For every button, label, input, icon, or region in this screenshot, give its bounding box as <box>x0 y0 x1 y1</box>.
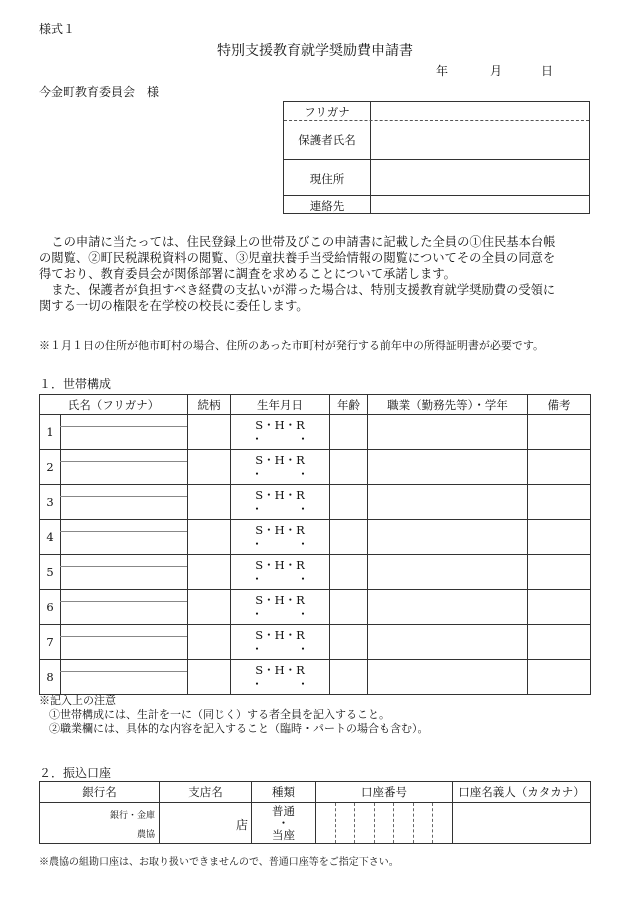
type-current: 当座 <box>272 828 295 842</box>
contact-field[interactable] <box>371 196 590 214</box>
bank-note: ※農協の組勘口座は、お取り扱いできませんので、普通口座等をご指定下さい。 <box>39 857 399 868</box>
digit-box[interactable] <box>414 803 434 843</box>
address-label: 現住所 <box>309 172 345 186</box>
header-bank-name: 銀行名 <box>40 782 160 803</box>
furigana-field[interactable] <box>371 102 590 120</box>
header-account-type: 種類 <box>252 782 316 803</box>
account-number-field[interactable] <box>316 803 453 844</box>
guardian-name-field[interactable] <box>371 121 590 159</box>
occupation-cell[interactable] <box>368 555 528 590</box>
occupation-cell[interactable] <box>368 590 528 625</box>
relation-cell[interactable] <box>188 660 231 695</box>
page-title: 特別支援教育就学奨励費申請書 <box>217 43 413 59</box>
occupation-cell[interactable] <box>368 485 528 520</box>
date-dots: ・ ・ <box>251 642 309 656</box>
account-holder-field[interactable] <box>453 803 591 844</box>
name-cell[interactable] <box>40 520 188 555</box>
date-day: 日 <box>541 64 554 78</box>
age-cell[interactable] <box>330 660 368 695</box>
age-cell[interactable] <box>330 520 368 555</box>
consent-text <box>39 234 595 314</box>
table-row <box>40 625 591 660</box>
dob-cell[interactable] <box>231 660 330 695</box>
relation-cell[interactable] <box>188 450 231 485</box>
dob-cell[interactable] <box>231 485 330 520</box>
household-table <box>39 394 591 695</box>
remarks-cell[interactable] <box>528 625 591 660</box>
contact-label: 連絡先 <box>309 199 345 213</box>
type-ordinary: 普通 <box>272 804 295 818</box>
dob-cell[interactable] <box>231 625 330 660</box>
remarks-cell[interactable] <box>528 555 591 590</box>
era-options: S・H・R <box>255 523 305 537</box>
furigana-subfield[interactable] <box>60 660 187 672</box>
table-row <box>40 520 591 555</box>
name-cell[interactable] <box>40 625 188 660</box>
remarks-cell[interactable] <box>528 450 591 485</box>
branch-suffix: 店 <box>235 818 248 832</box>
table-row <box>40 590 591 625</box>
relation-cell[interactable] <box>188 520 231 555</box>
digit-box[interactable] <box>355 803 375 843</box>
relation-cell[interactable] <box>188 415 231 450</box>
date-year: 年 <box>436 64 449 78</box>
header-occupation: 職業（勤務先等）・学年 <box>368 395 528 415</box>
furigana-subfield[interactable] <box>60 555 187 567</box>
digit-box[interactable] <box>394 803 414 843</box>
header-dob: 生年月日 <box>231 395 330 415</box>
era-options: S・H・R <box>255 418 305 432</box>
table-row <box>40 415 591 450</box>
date-dots: ・ ・ <box>251 677 309 691</box>
note-1: ①世帯構成には、生計を一に（同じく）する者全員を記入すること。 <box>49 708 390 721</box>
date-month: 月 <box>490 64 503 78</box>
row-number: 5 <box>40 555 61 589</box>
furigana-subfield[interactable] <box>60 485 187 497</box>
consent-line: この申請に当たっては、住民登録上の世帯及びこの申請書に記載した全員の①住民基本台帳 <box>39 235 556 249</box>
form-number: 様式１ <box>39 22 76 36</box>
header-relation: 続柄 <box>188 395 231 415</box>
table-row <box>40 485 591 520</box>
table-row <box>40 555 591 590</box>
era-options: S・H・R <box>255 453 305 467</box>
furigana-label: フリガナ <box>304 105 350 119</box>
account-digit-boxes <box>316 803 452 843</box>
age-cell[interactable] <box>330 485 368 520</box>
relation-cell[interactable] <box>188 625 231 660</box>
remarks-cell[interactable] <box>528 415 591 450</box>
row-number: 4 <box>40 520 61 554</box>
income-note: ※１月１日の住所が他市町村の場合、住所のあった市町村が発行する前年中の所得証明書が必要です。 <box>39 339 545 352</box>
table-row <box>40 660 591 695</box>
occupation-cell[interactable] <box>368 415 528 450</box>
furigana-subfield[interactable] <box>60 625 187 637</box>
bank-account-table <box>39 781 591 844</box>
era-options: S・H・R <box>255 628 305 642</box>
name-cell[interactable] <box>40 450 188 485</box>
era-options: S・H・R <box>255 558 305 572</box>
digit-box[interactable] <box>336 803 356 843</box>
row-number: 3 <box>40 485 61 519</box>
note-2: ②職業欄には、具体的な内容を記入すること（臨時・パートの場合も含む）。 <box>49 722 429 735</box>
header-account-number: 口座番号 <box>316 782 453 803</box>
digit-box[interactable] <box>316 803 336 843</box>
age-cell[interactable] <box>330 450 368 485</box>
table-row <box>40 450 591 485</box>
notes-title: ※記入上の注意 <box>39 694 116 707</box>
remarks-cell[interactable] <box>528 660 591 695</box>
row-number: 2 <box>40 450 61 484</box>
bank-input-row <box>40 803 591 844</box>
applicant-box <box>283 101 590 214</box>
entry-notes <box>39 694 429 736</box>
bank-name-field[interactable] <box>40 803 160 844</box>
addressee: 今金町教育委員会 様 <box>39 85 160 99</box>
relation-cell[interactable] <box>188 555 231 590</box>
date-dots: ・ ・ <box>251 607 309 621</box>
occupation-cell[interactable] <box>368 660 528 695</box>
account-type-field[interactable] <box>252 803 316 844</box>
remarks-cell[interactable] <box>528 590 591 625</box>
date-dots: ・ ・ <box>251 572 309 586</box>
bank-header-row <box>40 782 591 803</box>
name-cell[interactable] <box>40 555 188 590</box>
header-remarks: 備考 <box>528 395 591 415</box>
furigana-subfield[interactable] <box>60 450 187 462</box>
row-number: 8 <box>40 660 61 694</box>
row-number: 6 <box>40 590 61 624</box>
age-cell[interactable] <box>330 590 368 625</box>
dob-cell[interactable] <box>231 450 330 485</box>
name-cell[interactable] <box>40 415 188 450</box>
age-cell[interactable] <box>330 625 368 660</box>
header-name: 氏名（フリガナ） <box>40 395 188 415</box>
dob-cell[interactable] <box>231 590 330 625</box>
occupation-cell[interactable] <box>368 625 528 660</box>
digit-box[interactable] <box>375 803 395 843</box>
furigana-subfield[interactable] <box>60 415 187 427</box>
household-header-row <box>40 395 591 415</box>
furigana-subfield[interactable] <box>60 590 187 602</box>
type-separator: ・ <box>277 816 290 830</box>
consent-line: また、保護者が負担すべき経費の支払いが滞った場合は、特別支援教育就学奨励費の受領に <box>39 283 556 297</box>
dob-cell[interactable] <box>231 555 330 590</box>
date-dots: ・ ・ <box>251 467 309 481</box>
remarks-cell[interactable] <box>528 520 591 555</box>
date-dots: ・ ・ <box>251 502 309 516</box>
age-cell[interactable] <box>330 555 368 590</box>
furigana-subfield[interactable] <box>60 520 187 532</box>
section2-heading: ２．振込口座 <box>39 766 112 780</box>
row-number: 7 <box>40 625 61 659</box>
date-dots: ・ ・ <box>251 537 309 551</box>
consent-line: 関する一切の権限を在学校の校長に委任します。 <box>39 299 309 313</box>
era-options: S・H・R <box>255 663 305 677</box>
consent-line: の閲覧、②町民税課税資料の閲覧、③児童扶養手当受給情報の閲覧についてその全員の同意を <box>39 251 556 265</box>
header-account-holder: 口座名義人（カタカナ） <box>453 782 591 803</box>
occupation-cell[interactable] <box>368 520 528 555</box>
era-options: S・H・R <box>255 593 305 607</box>
name-cell[interactable] <box>40 485 188 520</box>
consent-line: 得ており、教育委員会が関係部署に調査を求めることについて承諾します。 <box>39 267 456 281</box>
address-field[interactable] <box>371 160 590 195</box>
relation-cell[interactable] <box>188 485 231 520</box>
age-cell[interactable] <box>330 415 368 450</box>
guardian-name-label: 保護者氏名 <box>298 133 356 147</box>
digit-box[interactable] <box>433 803 452 843</box>
nokyo-label: 農協 <box>136 830 155 840</box>
branch-name-field[interactable] <box>160 803 252 844</box>
era-options: S・H・R <box>255 488 305 502</box>
dob-cell[interactable] <box>231 520 330 555</box>
relation-cell[interactable] <box>188 590 231 625</box>
section1-heading: １．世帯構成 <box>39 377 112 391</box>
remarks-cell[interactable] <box>528 485 591 520</box>
date-dots: ・ ・ <box>251 432 309 446</box>
name-cell[interactable] <box>40 590 188 625</box>
row-number: 1 <box>40 415 61 449</box>
name-cell[interactable] <box>40 660 188 695</box>
header-age: 年齢 <box>330 395 368 415</box>
dob-cell[interactable] <box>231 415 330 450</box>
occupation-cell[interactable] <box>368 450 528 485</box>
bank-type-label: 銀行・金庫 <box>109 811 155 821</box>
header-branch-name: 支店名 <box>160 782 252 803</box>
